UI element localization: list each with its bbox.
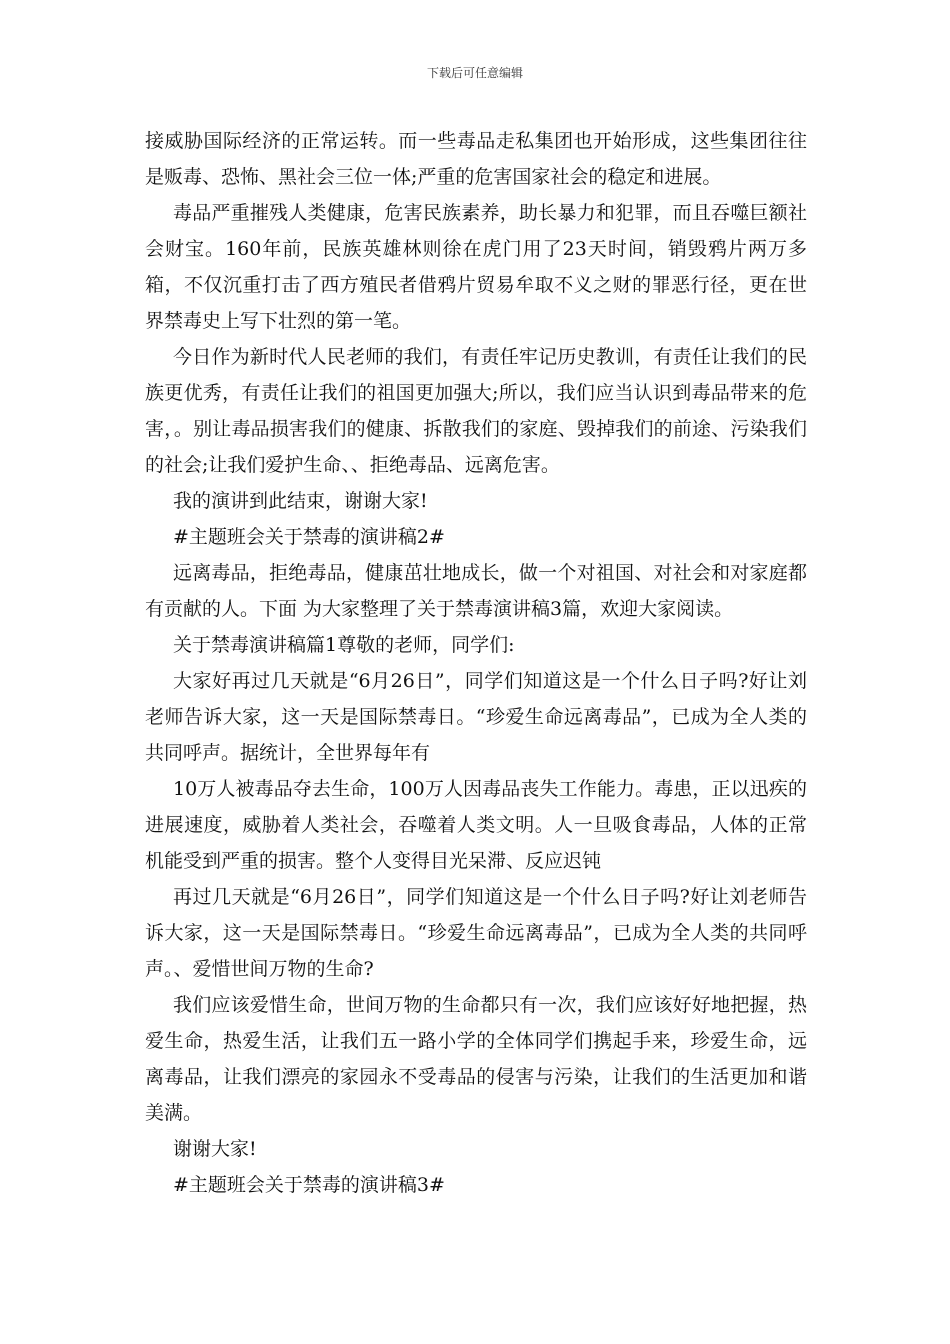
section-heading-3: #主题班会关于禁毒的演讲稿3#: [173, 1174, 445, 1196]
paragraph-4: 我的演讲到此结束，谢谢大家!: [173, 490, 428, 512]
paragraph-7: 关于禁毒演讲稿篇1尊敬的老师，同学们:: [173, 634, 515, 656]
paragraph-3: 今日作为新时代人民老师的我们，有责任牢记历史教训，有责任让我们的民族更优秀，有责任让我们的祖国更加强大;所以，我们应当认识到毒品带来的危害，。别让毒品损害我们的健康、拆散我们的家庭、毁掉我们的前途、污染我们的社会;让我们爱护生命、、拒绝毒品、远离危害。: [145, 346, 807, 476]
paragraph-1: 接威胁国际经济的正常运转。而一些毒品走私集团也开始形成，这些集团往往是贩毒、恐怖、黑社会三位一体;严重的危害国家社会的稳定和进展。: [145, 130, 807, 188]
page-header: 下载后可任意编辑: [426, 66, 523, 80]
paragraph-2: 毒品严重摧残人类健康，危害民族素养，助长暴力和犯罪，而且吞噬巨额社会财宝。160年前，民族英雄林则徐在虎门用了23天时间，销毁鸦片两万多箱，不仅沉重打击了西方殖民者借鸦片贸易牟取不义之财的罪恶行径，更在世界禁毒史上写下壮烈的第一笔。: [145, 202, 807, 332]
paragraph-12: 谢谢大家!: [173, 1138, 257, 1160]
paragraph-8: 大家好再过几天就是“6月26日”，同学们知道这是一个什么日子吗?好让刘老师告诉大家，这一天是国际禁毒日。“珍爱生命远离毒品”，已成为全人类的共同呼声。据统计，全世界每年有: [145, 670, 807, 764]
paragraph-9: 10万人被毒品夺去生命，100万人因毒品丧失工作能力。毒患，正以迅疾的进展速度，威胁着人类社会，吞噬着人类文明。人一旦吸食毒品，人体的正常机能受到严重的损害。整个人变得目光呆滞、反应迟钝: [145, 778, 807, 872]
paragraph-11: 我们应该爱惜生命，世间万物的生命都只有一次，我们应该好好地把握，热爱生命，热爱生活，让我们五一路小学的全体同学们携起手来，珍爱生命，远离毒品，让我们漂亮的家园永不受毒品的侵害与污染，让我们的生活更加和谐美满。: [145, 994, 807, 1124]
document-body: [145, 123, 807, 1203]
paragraph-10: 再过几天就是“6月26日”，同学们知道这是一个什么日子吗?好让刘老师告诉大家，这一天是国际禁毒日。“珍爱生命远离毒品”，已成为全人类的共同呼声。、爱惜世间万物的生命?: [145, 886, 807, 980]
section-heading-2: #主题班会关于禁毒的演讲稿2#: [173, 526, 445, 548]
paragraph-6: 远离毒品，拒绝毒品，健康茁壮地成长，做一个对祖国、对社会和对家庭都有贡献的人。下面 为大家整理了关于禁毒演讲稿3篇，欢迎大家阅读。: [145, 562, 807, 620]
